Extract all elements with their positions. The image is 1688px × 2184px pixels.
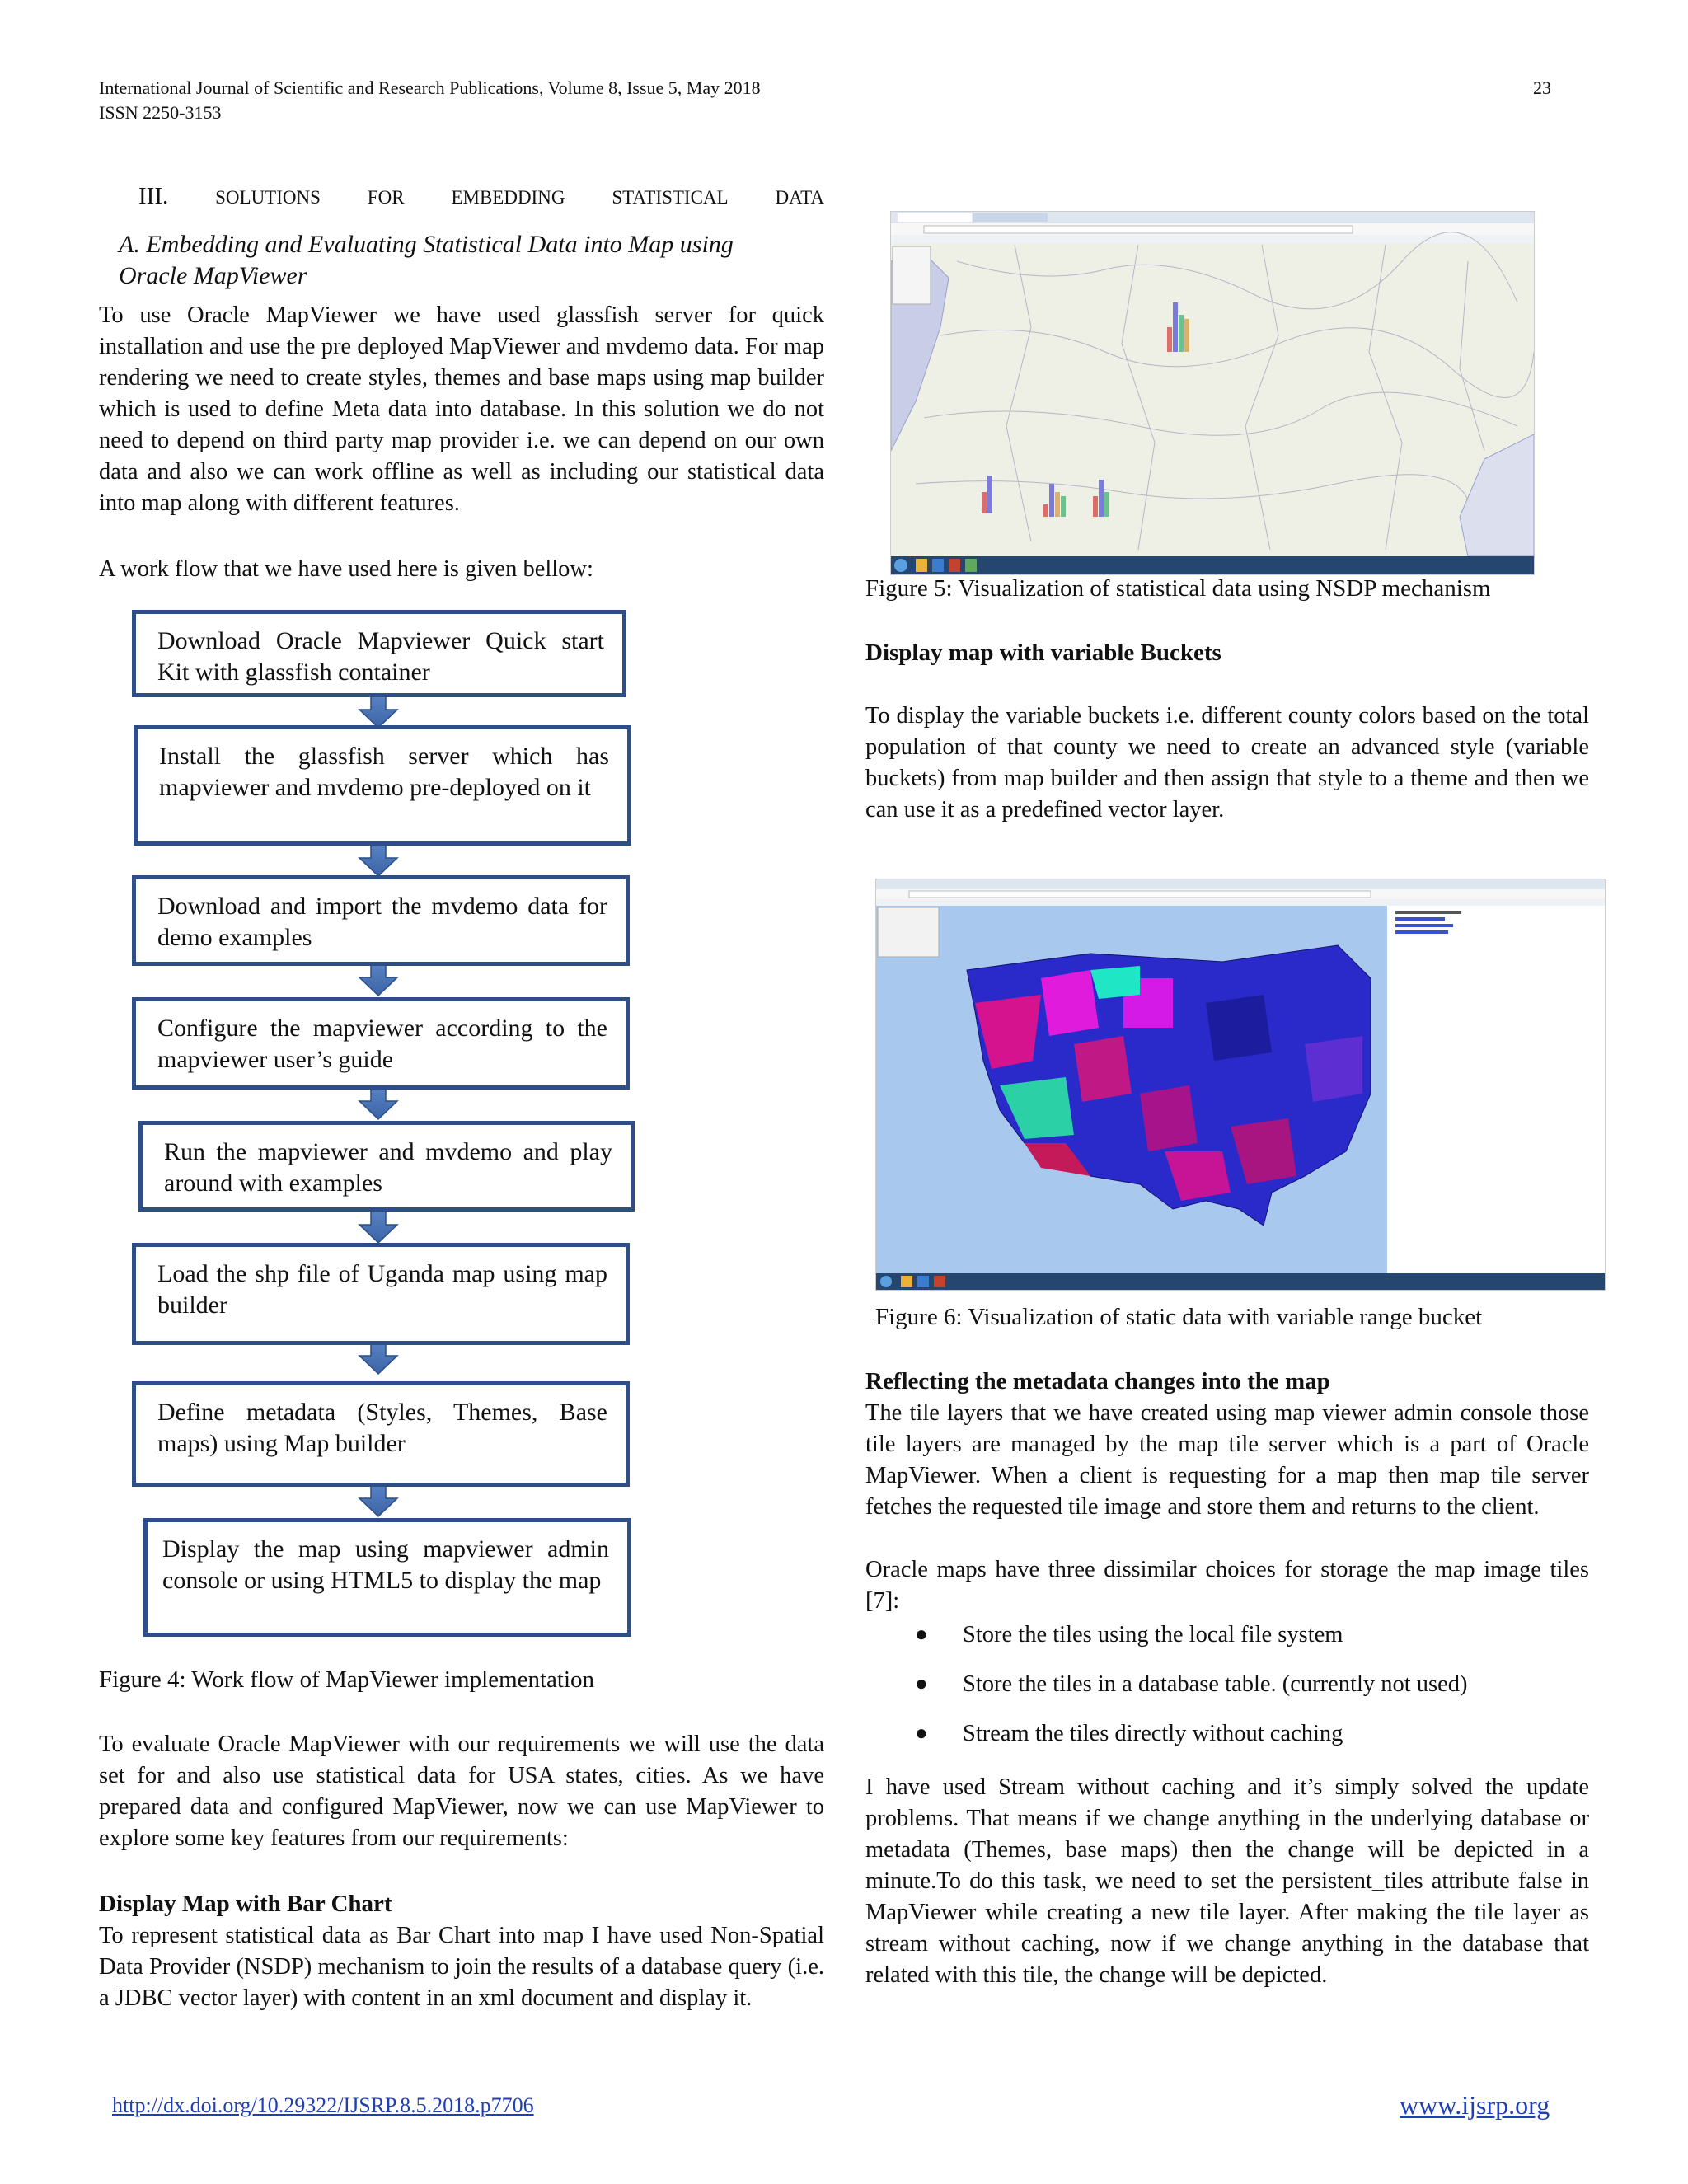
section-word-1: SOLUTIONS [215,187,321,208]
metadata-paragraph-2: Oracle maps have three dissimilar choices for storage the map image tiles [7]: [865,1557,1589,1614]
issn: ISSN 2250-3153 [99,102,222,123]
arrow-icon [359,1210,397,1243]
site-link[interactable]: www.ijsrp.org [1400,2090,1550,2120]
storage-options-list [915,1622,1589,1770]
list-item [915,1622,1589,1671]
arrow-icon [359,1086,397,1119]
section-word-4: STATISTICAL [612,187,729,208]
buckets-heading: Display map with variable Buckets [865,640,1221,666]
page-number: 23 [1533,77,1551,98]
figure6-caption: Figure 6: Visualization of static data with variable range bucket [875,1304,1483,1330]
workflow-step-7: Define metadata (Styles, Themes, Base maps) using Map builder [132,1381,630,1487]
bar-chart-heading: Display Map with Bar Chart [99,1891,392,1917]
evaluate-paragraph: To evaluate Oracle MapViewer with our requirements we will use the data set for and also use statistical data for USA states, cities. As we have prepared data and configured MapViewer, now we can use MapViewer to explore some key features from our requirements: [99,1732,824,1851]
arrow-icon [359,695,397,728]
metadata-heading: Reflecting the metadata changes into the map [865,1368,1330,1394]
journal-header: International Journal of Scientific and Research Publications, Volume 8, Issue 5, May 2018 [99,77,761,98]
figure5-caption: Figure 5: Visualization of statistical data using NSDP mechanism [865,575,1491,602]
buckets-paragraph: To display the variable buckets i.e. different county colors based on the total population of that county we need to create an advanced style (variable buckets) from map builder and then assign that style to a theme and then we can use it as a predefined vector layer. [865,703,1589,823]
figure6-map-image [876,879,1605,1290]
workflow-step-4: Configure the mapviewer according to the mapviewer user’s guide [132,997,630,1090]
workflow-step-8: Display the map using mapviewer admin console or using HTML5 to display the map [143,1518,631,1637]
list-item [915,1721,1589,1770]
section-word-2: FOR [367,187,405,208]
subsection-title [119,229,824,292]
workflow-diagram [124,610,651,1640]
section-word-3: EMBEDDING [451,187,565,208]
subsection-title-line2: Oracle MapViewer [119,262,307,289]
section-heading [138,183,824,210]
bullet-icon: ● [915,1622,928,1646]
list-item [915,1671,1589,1721]
section-word-5: DATA [775,187,824,208]
section-roman: III. [138,183,169,209]
subsection-title-line1: A. Embedding and Evaluating Statistical Data into Map using [119,231,734,258]
list-item-text: Stream the tiles directly without caching [963,1721,1343,1746]
workflow-step-2: Install the glassfish server which has mapviewer and mvdemo pre-deployed on it [134,725,631,846]
bullet-icon: ● [915,1721,928,1745]
figure4-caption: Figure 4: Work flow of MapViewer implementation [99,1666,595,1693]
workflow-step-1: Download Oracle Mapviewer Quick start Kit with glassfish container [132,610,626,697]
intro-paragraph: To use Oracle MapViewer we have used glassfish server for quick installation and use the pre deployed MapViewer and mvdemo data. For map rendering we need to create styles, themes and base maps using map builder which is used to define Meta data into database. In this solution we do not need to depend on third party map provider i.e. we can depend on our own data and also we can work offline as well as including our statistical data into map along with different features. [99,302,824,516]
bullet-icon: ● [915,1671,928,1695]
bar-chart-paragraph: To represent statistical data as Bar Chart into map I have used Non-Spatial Data Provider (NSDP) mechanism to join the results of a database query (i.e. a JDBC vector layer) with content in an xml document and display it. [99,1923,824,2011]
doi-link[interactable]: http://dx.doi.org/10.29322/IJSRP.8.5.2018.p7706 [112,2093,534,2117]
metadata-paragraph-1: The tile layers that we have created using map viewer admin console those tile layers are managed by the map tile server which is a part of Oracle MapViewer. When a client is requesting for a map then map tile server fetches the requested tile image and store them and returns to the client. [865,1400,1589,1520]
list-item-text: Store the tiles in a database table. (currently not used) [963,1671,1468,1697]
figure5-map-image [891,212,1534,574]
arrow-icon [359,1483,397,1516]
list-item-text: Store the tiles using the local file system [963,1622,1343,1647]
arrow-icon [359,1341,397,1374]
arrow-icon [359,843,397,876]
workflow-intro: A work flow that we have used here is given bellow: [99,556,593,582]
figure6-screenshot [875,879,1606,1291]
workflow-step-6: Load the shp file of Uganda map using map builder [132,1243,630,1345]
arrow-icon [359,963,397,996]
figure5-screenshot [890,211,1535,575]
workflow-step-5: Run the mapviewer and mvdemo and play around with examples [138,1121,635,1212]
metadata-paragraph-3: I have used Stream without caching and it’s simply solved the update problems. That means if we change anything in the underlying database or metadata (Themes, base maps) then the change will be depicted in a minute.To do this task, we need to set the persistent_tiles attribute false in MapViewer while creating a new tile layer. After making the tile layer as stream without caching, now if we change anything in the database that related with this tile, the change will be depicted. [865,1774,1589,1988]
workflow-step-3: Download and import the mvdemo data for demo examples [132,875,630,966]
